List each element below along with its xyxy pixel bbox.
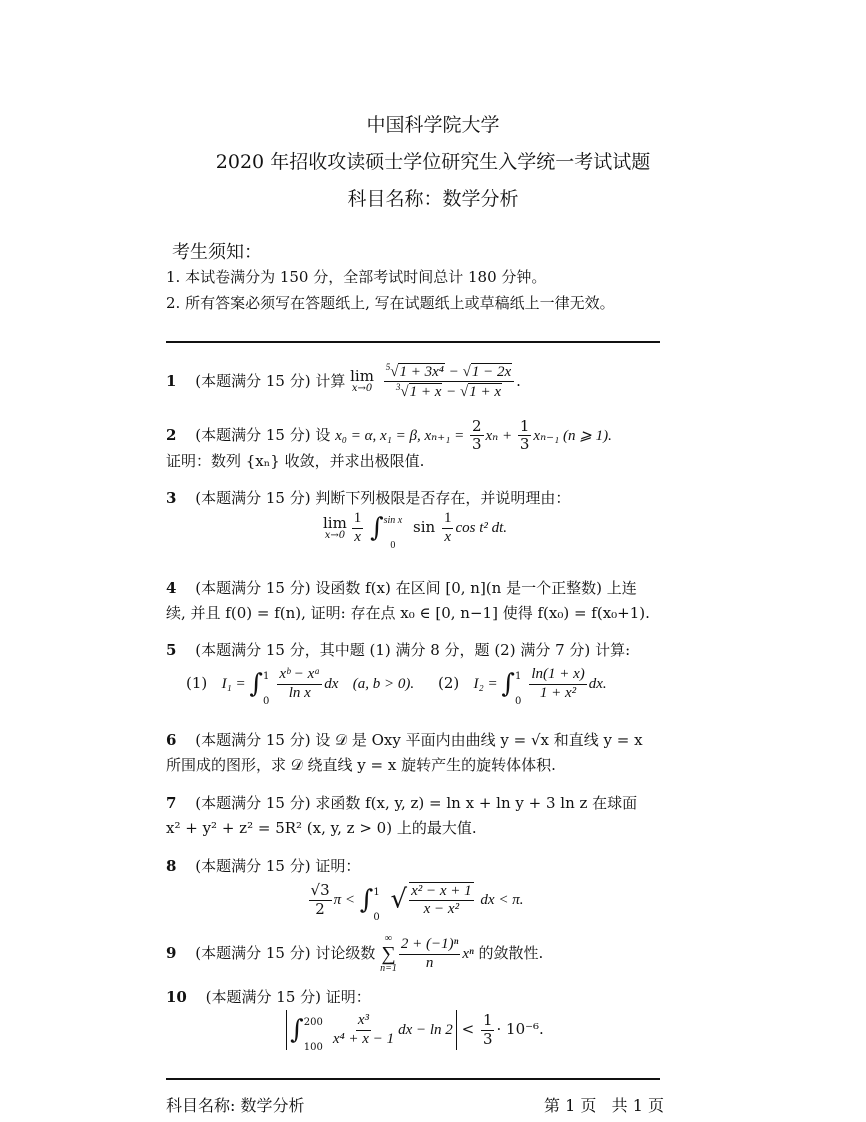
question-4-line-2: 续, 并且 f(0) = f(n), 证明: 存在点 x₀ ∈ [0, n−1] 使得 f(x₀) = f(x₀+1). bbox=[166, 604, 650, 622]
question-3-formula: lim x→0 $\frac{1}{x}$ ∫ sin x 0 sin $\frac{1}{x}$ cos t² dt. bbox=[322, 510, 508, 551]
notice-heading: 考生须知： bbox=[172, 242, 262, 263]
question-score: (本题满分 15 分，其中题 (1) 满分 8 分，题 (2) 满分 7 分) bbox=[195, 641, 591, 659]
exam-title: 2020 年招收攻读硕士学位研究生入学统一考试试题 bbox=[215, 151, 651, 173]
question-1: 1 (本题满分 15 分) 计算 lim x→0 $\frac{^5√1 + 3x^4 - √1 - 2x}{^3√1 + x - √1 + x}$ . bbox=[166, 362, 521, 401]
question-8: 8 (本题满分 15 分) 证明： bbox=[166, 854, 664, 879]
question-number: 8 bbox=[166, 857, 177, 875]
question-10: 10 (本题满分 15 分) 证明： bbox=[166, 985, 664, 1010]
question-score: (本题满分 15 分) bbox=[195, 731, 311, 749]
question-text: 计算 bbox=[315, 371, 346, 390]
question-10-formula: ∫ 200 100 $\frac{\text{x³}}{\text{x⁴ + x − 1}}$ dx − ln 2 < $\frac{1}{3}$ · 10⁻⁶. bbox=[166, 1010, 664, 1050]
question-score: (本题满分 15 分) bbox=[195, 489, 311, 507]
question-9: 9 (本题满分 15 分) 讨论级数 ∞ ∑ n=1 $\frac{\text{2 + (−1)ⁿ}}{n}$ xⁿ 的敛散性. bbox=[166, 933, 544, 974]
fraction: $\frac{2}{3}$ bbox=[471, 417, 482, 454]
question-score: (本题满分 15 分) bbox=[195, 425, 311, 444]
subject-title: 科目名称：数学分析 bbox=[347, 188, 519, 210]
question-score: (本题满分 15 分) bbox=[205, 988, 321, 1006]
question-score: (本题满分 15 分) bbox=[195, 857, 311, 875]
question-number: 4 bbox=[166, 579, 177, 597]
question-number: 1 bbox=[166, 371, 177, 390]
limit: lim x→0 bbox=[350, 367, 374, 395]
divider-top bbox=[166, 341, 660, 343]
question-score: (本题满分 15 分) bbox=[195, 794, 311, 812]
question-score: (本题满分 15 分) bbox=[195, 371, 311, 390]
question-4: 4 (本题满分 15 分) 设函数 f(x) 在区间 [0, n](n 是一个正整数) 上连 bbox=[166, 576, 664, 601]
question-2: 2 (本题满分 15 分) 设 x₀ = α, x₁ = β, xₙ₊₁ = $\frac{2}{3}$ xₙ + $\frac{1}{3}$ xₙ₋₁ (n ⩾ 1). bbox=[166, 417, 612, 454]
question-number: 9 bbox=[166, 944, 177, 962]
question-number: 7 bbox=[166, 794, 177, 812]
fraction: $\frac{^5√1 + 3x^4 - √1 - 2x}{^3√1 + x - √1 + x}$ bbox=[384, 362, 514, 402]
fraction: $\frac{1}{3}$ bbox=[519, 417, 530, 454]
footer-subject: 科目名称: 数学分析 bbox=[166, 1096, 305, 1115]
notice-item-2: 2. 所有答案必须写在答题纸上, 写在试题纸上或草稿纸上一律无效。 bbox=[166, 294, 615, 312]
question-score: (本题满分 15 分) bbox=[195, 944, 311, 962]
question-5: 5 (本题满分 15 分，其中题 (1) 满分 8 分，题 (2) 满分 7 分) 计算: bbox=[166, 638, 664, 663]
question-5-formulas: (1) I₁ = ∫ 1 0 $\frac{\text{xᵇ − xᵃ}}{\text{ln x}}$ dx (a, b > 0). (2) I₂ = ∫ 1 0 $\frac{\ln(1 + x)}{\text{1 + x²}}$ dx. bbox=[186, 666, 607, 707]
question-number: 6 bbox=[166, 731, 177, 749]
question-number: 10 bbox=[166, 988, 187, 1006]
divider-bottom bbox=[166, 1078, 660, 1080]
question-8-formula: $\frac{√3}{2}$ π < ∫ 1 0 √ $\frac{\text{x² − x + 1}}{\text{x − x²}}$ dx < π. bbox=[310, 881, 524, 923]
university-name: 中国科学院大学 bbox=[366, 114, 500, 136]
question-7-line-2: x² + y² + z² = 5R² (x, y, z > 0) 上的最大值. bbox=[166, 819, 477, 837]
question-text: 判断下列极限是否存在，并说明理由： bbox=[315, 489, 571, 507]
question-6: 6 (本题满分 15 分) 设 𝒟 是 Oxy 平面内由曲线 y = √x 和直线 y = x bbox=[166, 728, 664, 753]
question-2-line-2: 证明：数列 {xₙ} 收敛，并求出极限值. bbox=[166, 452, 425, 470]
question-7: 7 (本题满分 15 分) 求函数 f(x, y, z) = ln x + ln y + 3 ln z 在球面 bbox=[166, 791, 664, 816]
integral-sign: ∫ bbox=[370, 512, 384, 543]
footer-page-number: 第 1 页 共 1 页 bbox=[544, 1096, 664, 1115]
question-number: 3 bbox=[166, 489, 177, 507]
question-score: (本题满分 15 分) bbox=[195, 579, 311, 597]
question-number: 5 bbox=[166, 641, 177, 659]
question-6-line-2: 所围成的图形，求 𝒟 绕直线 y = x 旋转产生的旋转体体积. bbox=[166, 756, 556, 774]
notice-item-1: 1. 本试卷满分为 150 分，全部考试时间总计 180 分钟。 bbox=[166, 268, 547, 286]
question-number: 2 bbox=[166, 425, 177, 444]
